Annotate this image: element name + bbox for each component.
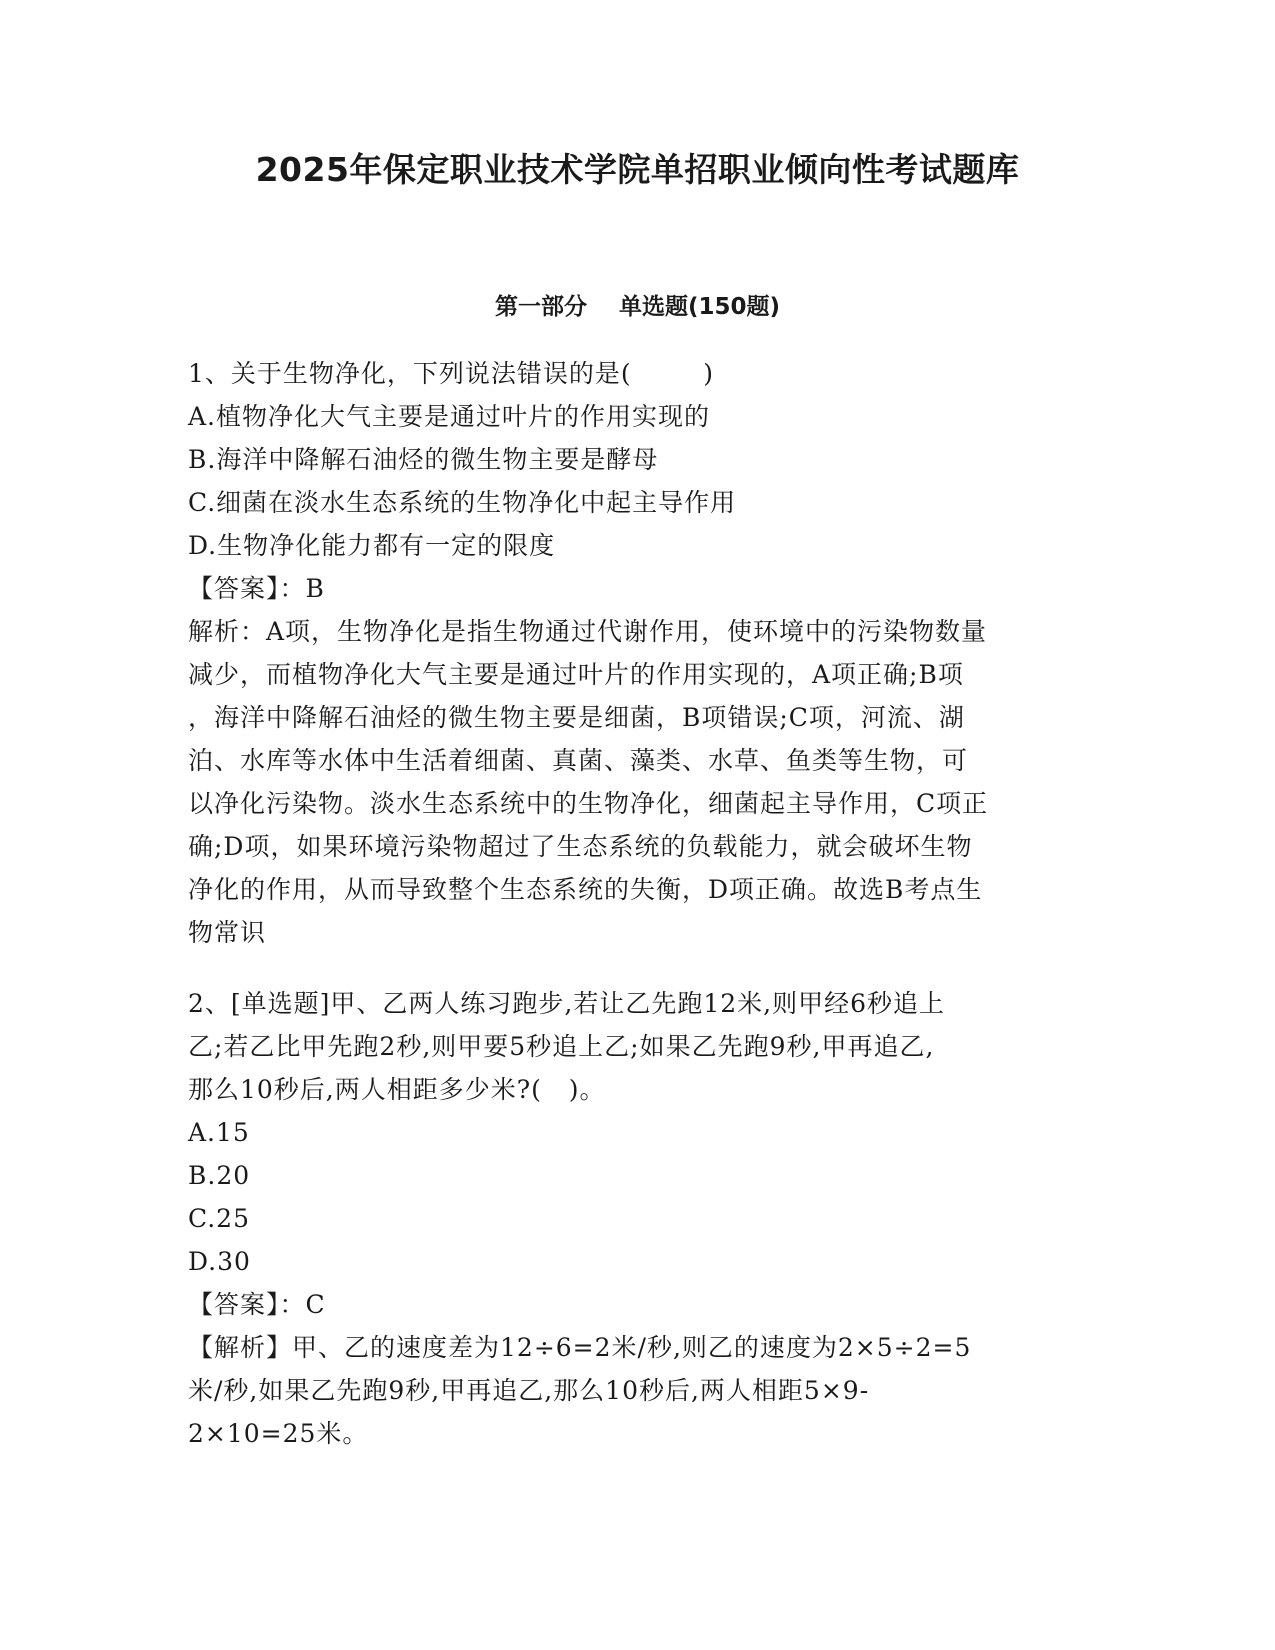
question-2 [188,982,1088,1455]
explanation-line: 减少，而植物净化大气主要是通过叶片的作用实现的，A项正确;B项 [188,660,964,689]
question-stem: 2、[单选题]甲、乙两人练习跑步,若让乙先跑12米,则甲经6秒追上 [188,989,946,1018]
explanation-line: 净化的作用，从而导致整个生态系统的失衡，D项正确。故选B考点生 [188,875,983,904]
option-b: B.海洋中降解石油烃的微生物主要是酵母 [188,445,659,474]
question-stem: 那么10秒后,两人相距多少米?( )。 [188,1075,606,1104]
question-stem: 1、关于生物净化，下列说法错误的是( ) [188,359,714,388]
option-d: D.生物净化能力都有一定的限度 [188,531,556,560]
explanation-line: ，海洋中降解石油烃的微生物主要是细菌，B项错误;C项，河流、湖 [188,703,965,732]
explanation-line: 物常识 [188,918,267,947]
explanation-line: 2×10=25米。 [188,1419,369,1448]
option-a: A.15 [188,1118,250,1147]
section-heading: 第一部分 单选题(150题) [494,294,781,320]
explanation-line: 泊、水库等水体中生活着细菌、真菌、藻类、水草、鱼类等生物，可 [188,746,969,775]
explanation-line: 米/秒,如果乙先跑9秒,甲再追乙,那么10秒后,两人相距5×9- [188,1376,870,1405]
explanation-line: 以净化污染物。淡水生态系统中的生物净化，细菌起主导作用，C项正 [188,789,989,818]
option-c: C.25 [188,1204,250,1233]
option-a: A.植物净化大气主要是通过叶片的作用实现的 [188,402,711,431]
answer-line: 【答案】：C [188,1290,326,1319]
option-c: C.细菌在淡水生态系统的生物净化中起主导作用 [188,488,737,517]
explanation-line: 解析：A项，生物净化是指生物通过代谢作用，使环境中的污染物数量 [188,617,988,646]
question-stem: 乙;若乙比甲先跑2秒,则甲要5秒追上乙;如果乙先跑9秒,甲再追乙, [188,1032,935,1061]
option-b: B.20 [188,1161,251,1190]
document-title: 2025年保定职业技术学院单招职业倾向性考试题库 [255,150,1020,189]
option-d: D.30 [188,1247,251,1276]
answer-line: 【答案】：B [188,574,325,603]
question-1 [188,352,1088,954]
explanation-line: 确;D项，如果环境污染物超过了生态系统的负载能力，就会破坏生物 [188,832,973,861]
explanation-line: 【解析】甲、乙的速度差为12÷6=2米/秒,则乙的速度为2×5÷2=5 [188,1333,972,1362]
